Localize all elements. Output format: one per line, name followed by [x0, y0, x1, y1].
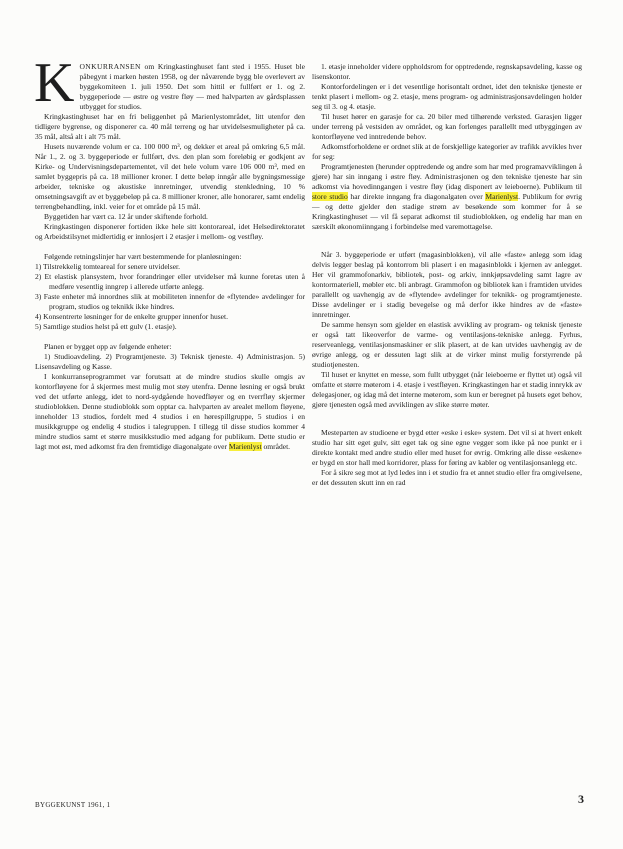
paragraph: Husets nuværende volum er ca. 100 000 m³, og dekker et areal på omkring 6,5 mål. Når 1., 2. og 3. byggeperiode er fullført, dvs. den plan som foreløbig er godkjent av Kirke- og Undervisningsdepartementet, vil det hele volum være 106 000 m³, med en samlet byggepris på ca. 18 millioner kroner. I dette beløp inngår alle bygningsmessige arbeider, tekniske og akustiske innretninger, utvendig stenkledning, 10 % omsetningsavgift av et byggebeløp på ca. 8 millioner kroner, alle honorarer, samt endelig terrengbehandling, inkl. veier for et område på 15 mål.: [35, 142, 305, 211]
paragraph: Adkomstforholdene er ordnet slik at de forskjellige kategorier av trafikk avvikles hver for seg:: [312, 142, 582, 161]
highlighted-text: Marienlyst: [228, 442, 262, 451]
page-number: 3: [578, 792, 584, 806]
guidelines-list: [35, 262, 305, 332]
paragraph: Til huset hører en garasje for ca. 20 biler med tilhørende verksted. Garasjen ligger under terreng på vestsiden av området, og kan forlenges parallellt med utbyggingen av kontorfløyene ved inntredende behov.: [312, 112, 582, 141]
paragraph: De samme hensyn som gjelder en elastisk avvikling av program- og teknisk tjeneste er også tatt likeoverfor de varme- og ventilasjons-tekniske anlegg. Fyrhus, reserveanlegg, ventilasjonsmaskiner er slik plasert, at de kan utvides uavhengig av de øvrige anlegg, og er dessuten lagt slik at de virker minst mulig forstyrrende på studiotjenesten.: [312, 320, 582, 369]
list-item: 4) Konsentrerte løsninger for de enkelte grupper innenfor huset.: [35, 312, 229, 321]
paragraph: Byggetiden har vært ca. 12 år under skiftende forhold.: [44, 212, 208, 221]
list-item: 3) Faste enheter må innordnes slik at mobiliteten innenfor de «flytende» avdelinger for program, studios og teknikk ikke hindres.: [35, 292, 305, 311]
right-column: [312, 62, 582, 488]
paragraph: Følgende retningslinjer har vært bestemmende for planløsningen:: [44, 252, 242, 261]
left-column: [34, 52, 305, 452]
intro-caps: ONKURRANSEN: [79, 62, 141, 71]
paragraph: Kringkastingen disponerer fortiden ikke hele sitt kontorareal, idet Helsedirektoratet og Arbeidstilsynet midlertidig er innlosjert i 2 etasjer i mellom- og vestfløy.: [35, 222, 305, 241]
journal-footer: BYGGEKUNST 1961, 1: [35, 801, 111, 809]
paragraph: Når 3. byggeperiode er utført (magasinblokken), vil alle «faste» anlegg som idag delvis legger beslag på kontorrom bli plasert i en magasinblokk i kjernen av anlegget. Her vil grammofonarkiv, bibliotek, post- og arkiv, innkjøpsavdeling samt lagre av kontormateriell, møbler etc. bli anbragt. Grammofon og bibliotek kan i framtiden utvides parallellt og uavhengig av de «flytende» avdelinger for teknikk- og programtjeneste. Disse avdelinger er i stadig bevegelse og må derfor ikke hindres av de «faste» innretninger.: [312, 250, 582, 319]
text-run: Programtjenesten (herunder opptredende og andre som har med programavviklingen å gjøre) har sin inngang i østre fløy. Administrasjonen og den tekniske tjeneste har sin adkomst via hovedinngangen i vestre fløy (idag disponert av leieboerne). Publikum til: [312, 162, 582, 191]
drop-cap: K: [34, 52, 75, 114]
text-run: har direkte inngang fra diagonalgaten over: [347, 192, 486, 201]
highlighted-text: store studio: [312, 192, 348, 201]
list-item: 1) Tilstrekkelig tomteareal for senere utvidelser.: [35, 262, 181, 271]
paragraph: [35, 372, 305, 452]
text-run: området.: [261, 442, 291, 451]
list-item: 5) Samtlige studios helst på ett gulv (1. etasje).: [35, 322, 177, 331]
paragraph: 1. etasje inneholder videre oppholdsrom for opptredende, regnskapsavdeling, kasse og lisenskontor.: [312, 62, 582, 81]
intro-text: om Kringkastinghuset fant sted i 1955. Huset ble påbegynt i marken høsten 1958, og der nåværende bygg ble overlevert av byggekomiteen 1. juli 1950. Det som hittil er fullført er 1. og 2. byggeperiode — østre og vestre fløy — med halvparten av gårdsplassen utbygget for studios.: [79, 62, 305, 111]
list-item: 2) Et elastisk plansystem, hvor forandringer eller utvidelser må kunne foretas uten å medføre vesentlig inngrep i allerede utførte anlegg.: [35, 272, 305, 291]
text-run: I konkurranseprogrammet var forutsatt at de mindre studios skulle omgis av kontorfløyene for å skjermes mest mulig mot støy utenfra. Denne løsning er også brukt ved det utførte anlegg, idet to nord-sydgående hovedfløyer og en tverrfløy skjermer studioblokken. Denne studioblokk som opptar ca. halvparten av arealet mellom fløyene, inneholder 13 studios, fordelt med 4 studios i en hørespillgruppe, 5 studios i en musikkgruppe og endelig 4 studios i talegruppen. I tillegg til disse studios kommer 4 mindre studios samt et større musikkstudio med adgang for publikum. Dette studio er lagt mot øst, med adkomst fra den fremtidige diagonalgate over: [35, 372, 305, 451]
paragraph: For å sikre seg mot at lyd ledes inn i et studio fra et annet studio eller fra omgivelsene, er det dessuten skutt inn en rad: [312, 468, 582, 487]
paragraph: Mesteparten av studioene er bygd etter «eske i eske» system. Det vil si at hvert enkelt studio har sitt eget gulv, sitt eget tak og sine egne vegger som ikke på noe punkt er i direkte kontakt med andre studio eller med huset for øvrig. Omkring alle disse «eskene» er bygd en stor hall med korridorer, plass for føring av kabler og ventilasjonsanlegg etc.: [312, 428, 582, 467]
highlighted-text: Marienlyst: [485, 192, 519, 201]
paragraph: [312, 162, 582, 232]
paragraph: Til huset er knyttet en messe, som fullt utbygget (når leieboerne er flyttet ut) også vil omfatte et større møterom i 4. etasje i vestfløyen. Kringkastingen har et stadig innrykk av delegasjoner, og idag må det interne møterom, som kun er beregnet på husets eget behov, gjøre tjenesten også med avviklingen av slike større møter.: [312, 370, 582, 409]
paragraph: 1) Studioavdeling. 2) Programtjeneste. 3) Teknisk tjeneste. 4) Administrasjon. 5) Lisensavdeling og Kasse.: [35, 352, 305, 371]
text-run: . Publikum for øvrig — og dette gjelder den stadige strøm av besøkende som kommer for å se Kringkastinghuset — vil få separat adkomst til studioblokken, og endelig har man en særskilt økonomiinngang i forbindelse med varemottagelse.: [312, 192, 582, 231]
paragraph: Planen er bygget opp av følgende enheter:: [44, 342, 172, 351]
intro-paragraph: [34, 52, 305, 114]
paragraph: Kringkastinghuset har en fri beliggenhet på Marienlystområdet, litt utenfor den tidligere bygrense, og disponerer ca. 40 mål terreng og har utvidelsesmuligheter på ca. 35 mål, altså alt i alt 75 mål.: [35, 112, 305, 141]
paragraph: Kontorfordelingen er i det vesentlige horisontalt ordnet, idet den tekniske tjeneste er tenkt plasert i mellom- og 2. etasje, mens program- og administrasjonsavdelingen holder seg til 3. og 4. etasje.: [312, 82, 582, 111]
